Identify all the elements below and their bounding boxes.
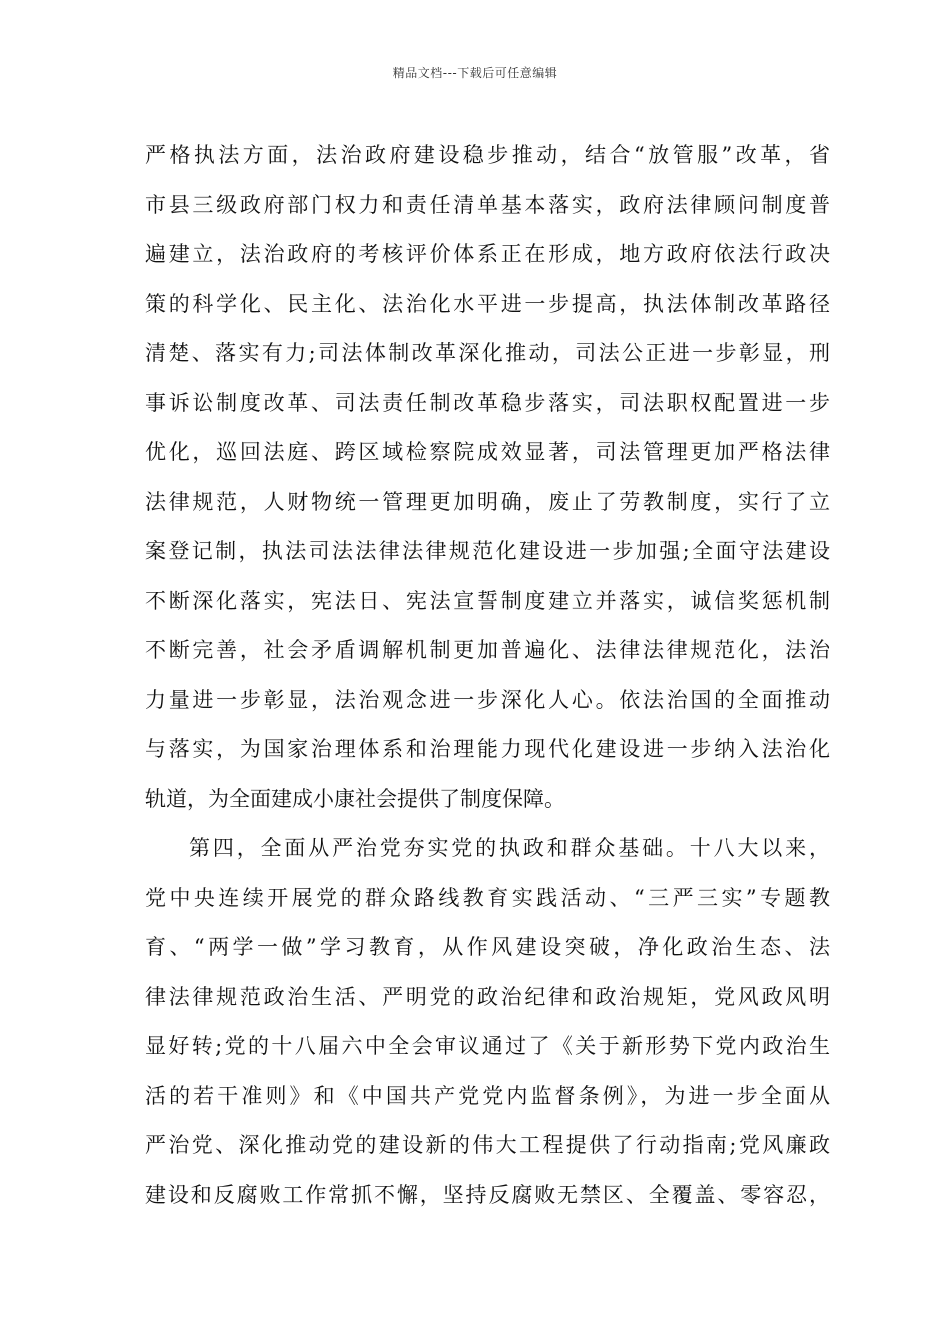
- text-line: 第四，全面从严治党夯实党的执政和群众基础。十八大以来，: [189, 836, 830, 860]
- text-line: 不断完善，社会矛盾调解机制更加普遍化、法律法律规范化，法治: [145, 638, 830, 662]
- text-line: 与落实，为国家治理体系和治理能力现代化建设进一步纳入法治化: [145, 737, 830, 761]
- text-line: 活的若干准则》和《中国共产党党内监督条例》，为进一步全面从: [145, 1083, 830, 1108]
- text-line: 建设和反腐败工作常抓不懈，坚持反腐败无禁区、全覆盖、零容忍，: [145, 1182, 830, 1207]
- body-text: [145, 131, 830, 1220]
- text-line: 党中央连续开展党的群众路线教育实践活动、“三严三实”专题教: [145, 885, 830, 910]
- text-line: 律法律规范政治生活、严明党的政治纪律和政治规矩，党风政风明: [145, 984, 830, 1009]
- text-line: 严治党、深化推动党的建设新的伟大工程提供了行动指南;党风廉政: [145, 1133, 830, 1157]
- text-line: 显好转;党的十八届六中全会审议通过了《关于新形势下党内政治生: [145, 1034, 830, 1058]
- paragraph-1: [145, 131, 830, 824]
- page-header: 精品文档---下载后可任意编辑: [392, 66, 558, 80]
- text-line: 轨道，为全面建成小康社会提供了制度保障。: [145, 786, 565, 811]
- text-line: 事诉讼制度改革、司法责任制改革稳步落实，司法职权配置进一步: [145, 390, 830, 415]
- text-line: 优化，巡回法庭、跨区域检察院成效显著，司法管理更加严格法律: [145, 440, 830, 464]
- text-line: 策的科学化、民主化、法治化水平进一步提高，执法体制改革路径: [145, 291, 830, 316]
- text-line: 育、“两学一做”学习教育，从作风建设突破，净化政治生态、法: [145, 935, 830, 959]
- text-line: 不断深化落实，宪法日、宪法宣誓制度建立并落实，诚信奖惩机制: [145, 588, 830, 613]
- text-line: 严格执法方面，法治政府建设稳步推动，结合“放管服”改革，省: [145, 143, 830, 167]
- text-line: 市县三级政府部门权力和责任清单基本落实，政府法律顾问制度普: [145, 192, 830, 217]
- text-line: 力量进一步彰显，法治观念进一步深化人心。依法治国的全面推动: [145, 687, 830, 712]
- text-line: 案登记制，执法司法法律法律规范化建设进一步加强;全面守法建设: [145, 539, 830, 563]
- text-line: 法律规范，人财物统一管理更加明确，废止了劳教制度，实行了立: [145, 489, 830, 514]
- paragraph-2: [145, 824, 830, 1220]
- text-line: 遍建立，法治政府的考核评价体系正在形成，地方政府依法行政决: [145, 242, 830, 266]
- text-line: 清楚、落实有力;司法体制改革深化推动，司法公正进一步彰显，刑: [145, 341, 830, 365]
